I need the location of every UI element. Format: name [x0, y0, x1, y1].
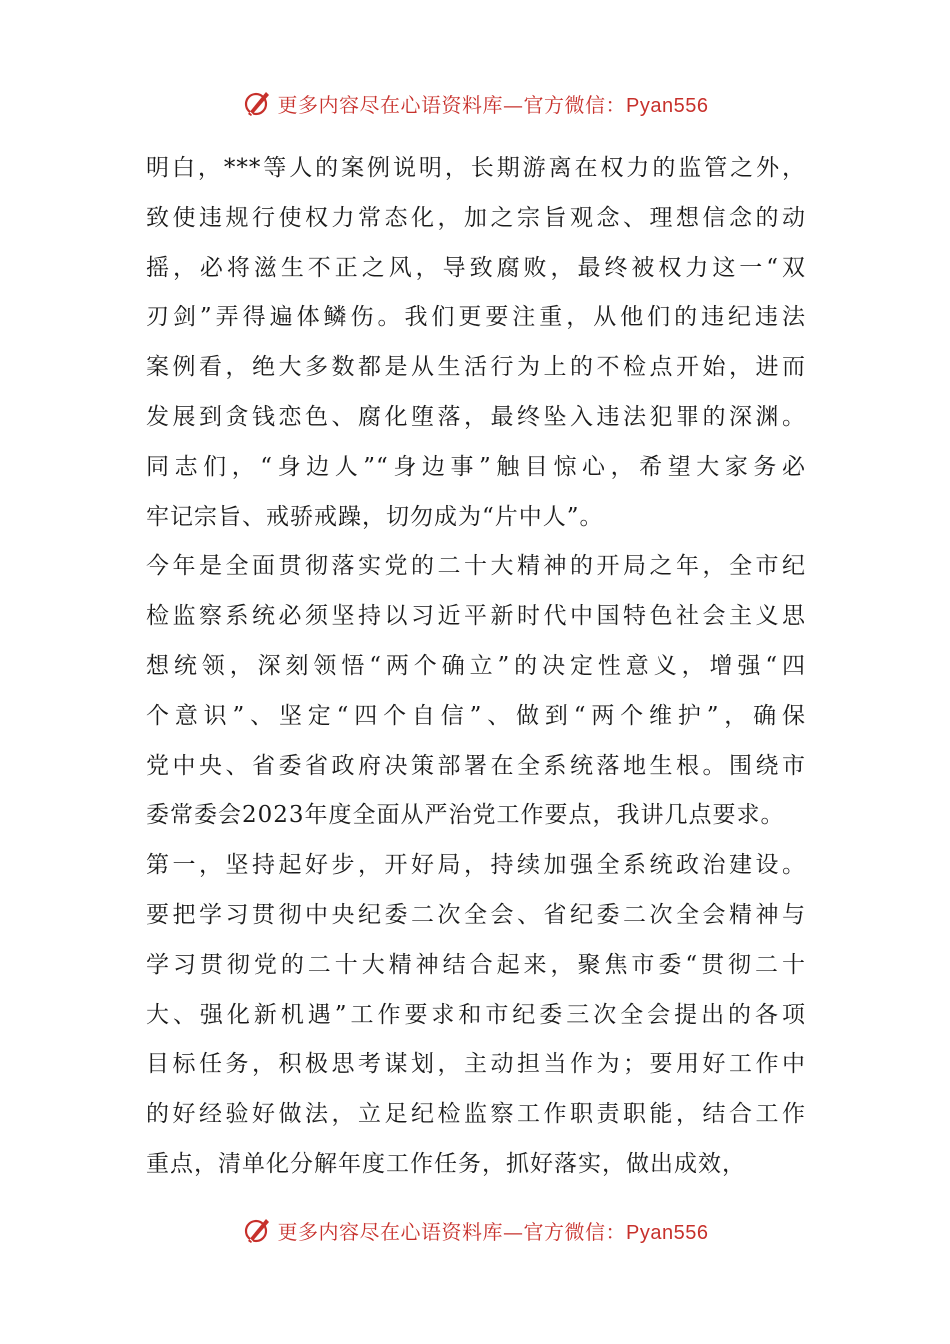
- header-banner: [0, 83, 950, 123]
- text-line: 第一，坚持起好步，开好局，持续加强全系统政治建设。: [146, 852, 806, 879]
- text-line: 发展到贪钱恋色、腐化堕落，最终坠入违法犯罪的深渊。: [146, 403, 806, 430]
- text-line: 牢记宗旨、戒骄戒躁，切勿成为“片中人”。: [146, 503, 604, 530]
- text-line: 重点，清单化分解年度工作任务，抓好落实，做出成效，: [146, 1150, 746, 1177]
- text-line: 同志们，“身边人”“身边事”触目惊心，希望大家务必: [146, 453, 806, 480]
- text-line: 检监察系统必须坚持以习近平新时代中国特色社会主义思: [146, 603, 806, 630]
- text-line: 个意识”、坚定“四个自信”、做到“两个维护”，确保: [146, 702, 806, 729]
- text-line: 明白，***等人的案例说明，长期游离在权力的监管之外，: [146, 155, 806, 181]
- header-wechat-id: Pyan556: [626, 94, 709, 117]
- text-line: 刃剑”弄得遍体鳞伤。我们更要注重，从他们的违纪违法: [146, 304, 806, 331]
- text-line: 致使违规行使权力常态化，加之宗旨观念、理想信念的动: [146, 204, 806, 231]
- text-line: 党中央、省委省政府决策部署在全系统落地生根。围绕市: [146, 752, 806, 779]
- text-line: 想统领，深刻领悟“两个确立”的决定性意义，增强“四: [146, 652, 806, 679]
- text-line: 今年是全面贯彻落实党的二十大精神的开局之年，全市纪: [146, 553, 806, 580]
- footer-wechat-id: Pyan556: [626, 1221, 709, 1244]
- text-line: 要把学习贯彻中央纪委二次全会、省纪委二次全会精神与: [146, 901, 806, 928]
- text-line: 委常委会2023年度全面从严治党工作要点，我讲几点要求。: [146, 802, 785, 829]
- text-line: 学习贯彻党的二十大精神结合起来，聚焦市委“贯彻二十: [146, 951, 806, 978]
- pen-logo-icon: [242, 88, 272, 118]
- footer-banner-text: 更多内容尽在心语资料库—官方微信：Pyan556: [277, 1219, 709, 1244]
- text-line: 摇，必将滋生不正之风，导致腐败，最终被权力这一“双: [146, 254, 806, 281]
- pen-logo-icon: [242, 1215, 272, 1245]
- text-line: 案例看，绝大多数都是从生活行为上的不检点开始，进而: [146, 354, 806, 381]
- footer-banner: [0, 1210, 950, 1250]
- header-banner-text: 更多内容尽在心语资料库—官方微信：Pyan556: [277, 92, 709, 117]
- document-body: [146, 144, 806, 1190]
- text-line: 的好经验好做法，立足纪检监察工作职责职能，结合工作: [146, 1101, 806, 1128]
- text-line: 目标任务，积极思考谋划，主动担当作为；要用好工作中: [146, 1051, 806, 1078]
- text-line: 大、强化新机遇”工作要求和市纪委三次全会提出的各项: [146, 1001, 806, 1028]
